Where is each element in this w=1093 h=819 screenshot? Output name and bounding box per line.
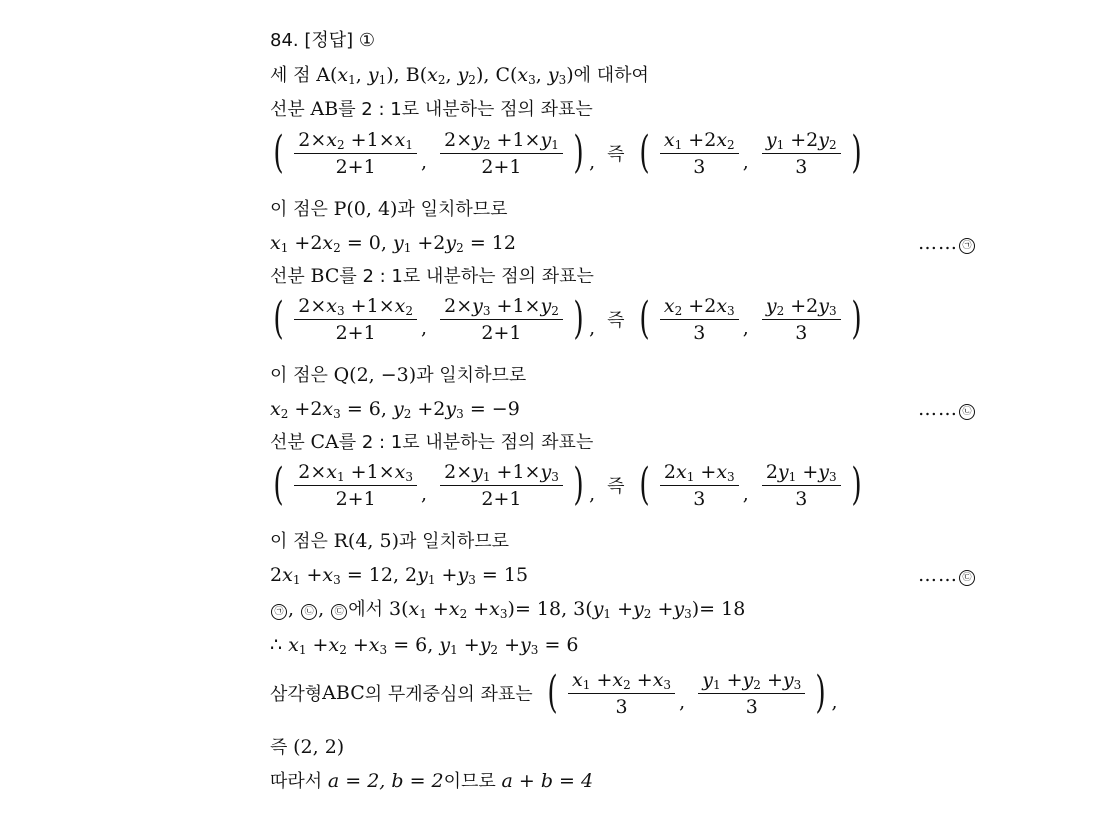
p-point-line: 이 점은 P(0, 4)과 일치하므로 (270, 198, 508, 220)
marker-3: …… ㉢ (918, 562, 976, 588)
centroid-row: 삼각형ABC의 무게중심의 좌표는 ( $\frac{x_1 +x_2 +x_3}{3}$ , $\frac{y_1 +y_2 +y_3}{3}$ ) , (270, 667, 838, 718)
ab-fraction-row: ( $\frac{2\times x_2 +1\times x_1}{2+1}$ , $\frac{2\times y_2 +1\times y_1}{2+1}$ ) , 즉 ( $\frac{x_1 +2x_2}{3}$ , $\frac{y_1 +2y_2}{3}$ ) (273, 127, 862, 178)
bc-division-line: 선분 BC를 2 : 1로 내분하는 점의 좌표는 (270, 265, 594, 287)
marker-1: …… ㉠ (918, 230, 976, 256)
final-line: 따라서 a = 2, b = 2이므로 a + b = 4 (270, 770, 594, 792)
equation-1: $x_1 +2x_2 = 0$, $y_1 +2y_2 = 12$ …… ㉠ (270, 230, 516, 256)
combine-line: ㉠ , ㉡ , ㉢ 에서 $3(x_1 +x_2 +x_3)= 18$, $3(y_1 +y_2 +y_3)= 18$ (270, 596, 745, 623)
ca-fraction-row: ( $\frac{2\times x_1 +1\times x_3}{2+1}$ , $\frac{2\times y_1 +1\times y_3}{2+1}$ ) , 즉 ( $\frac{2x_1 +x_3}{3}$ , $\frac{2y_1 +y_3}{3}$ ) (273, 459, 862, 510)
intro-line: 세 점 $A(x_1$, $y_1$), $B(x_2$, $y_2$), $C(x_3$, $y_3$)에 대하여 (270, 64, 649, 87)
answer-header: 84. [정답] ① (270, 30, 376, 51)
equation-3: $2x_1 +x_3 = 12$, $2y_1 +y_3 = 15$ …… ㉢ (270, 562, 528, 588)
q-point-line: 이 점은 Q(2, −3)과 일치하므로 (270, 364, 527, 386)
result-line: 즉 (2, 2) (270, 736, 345, 758)
marker-2: …… ㉡ (918, 396, 976, 422)
ab-division-line: 선분 AB를 2 : 1로 내분하는 점의 좌표는 (270, 98, 593, 120)
r-point-line: 이 점은 R(4, 5)과 일치하므로 (270, 530, 510, 552)
bc-fraction-row: ( $\frac{2\times x_3 +1\times x_2}{2+1}$ , $\frac{2\times y_3 +1\times y_2}{2+1}$ ) , 즉 ( $\frac{x_2 +2x_3}{3}$ , $\frac{y_2 +2y_3}{3}$ ) (273, 293, 862, 344)
ca-division-line: 선분 CA를 2 : 1로 내분하는 점의 좌표는 (270, 431, 594, 453)
therefore-line: ∴ $x_1 +x_2 +x_3 = 6$, $y_1 +y_2 +y_3 = 6$ (270, 634, 579, 657)
equation-2: $x_2 +2x_3 = 6$, $y_2 +2y_3 = -9$ …… ㉡ (270, 396, 520, 422)
